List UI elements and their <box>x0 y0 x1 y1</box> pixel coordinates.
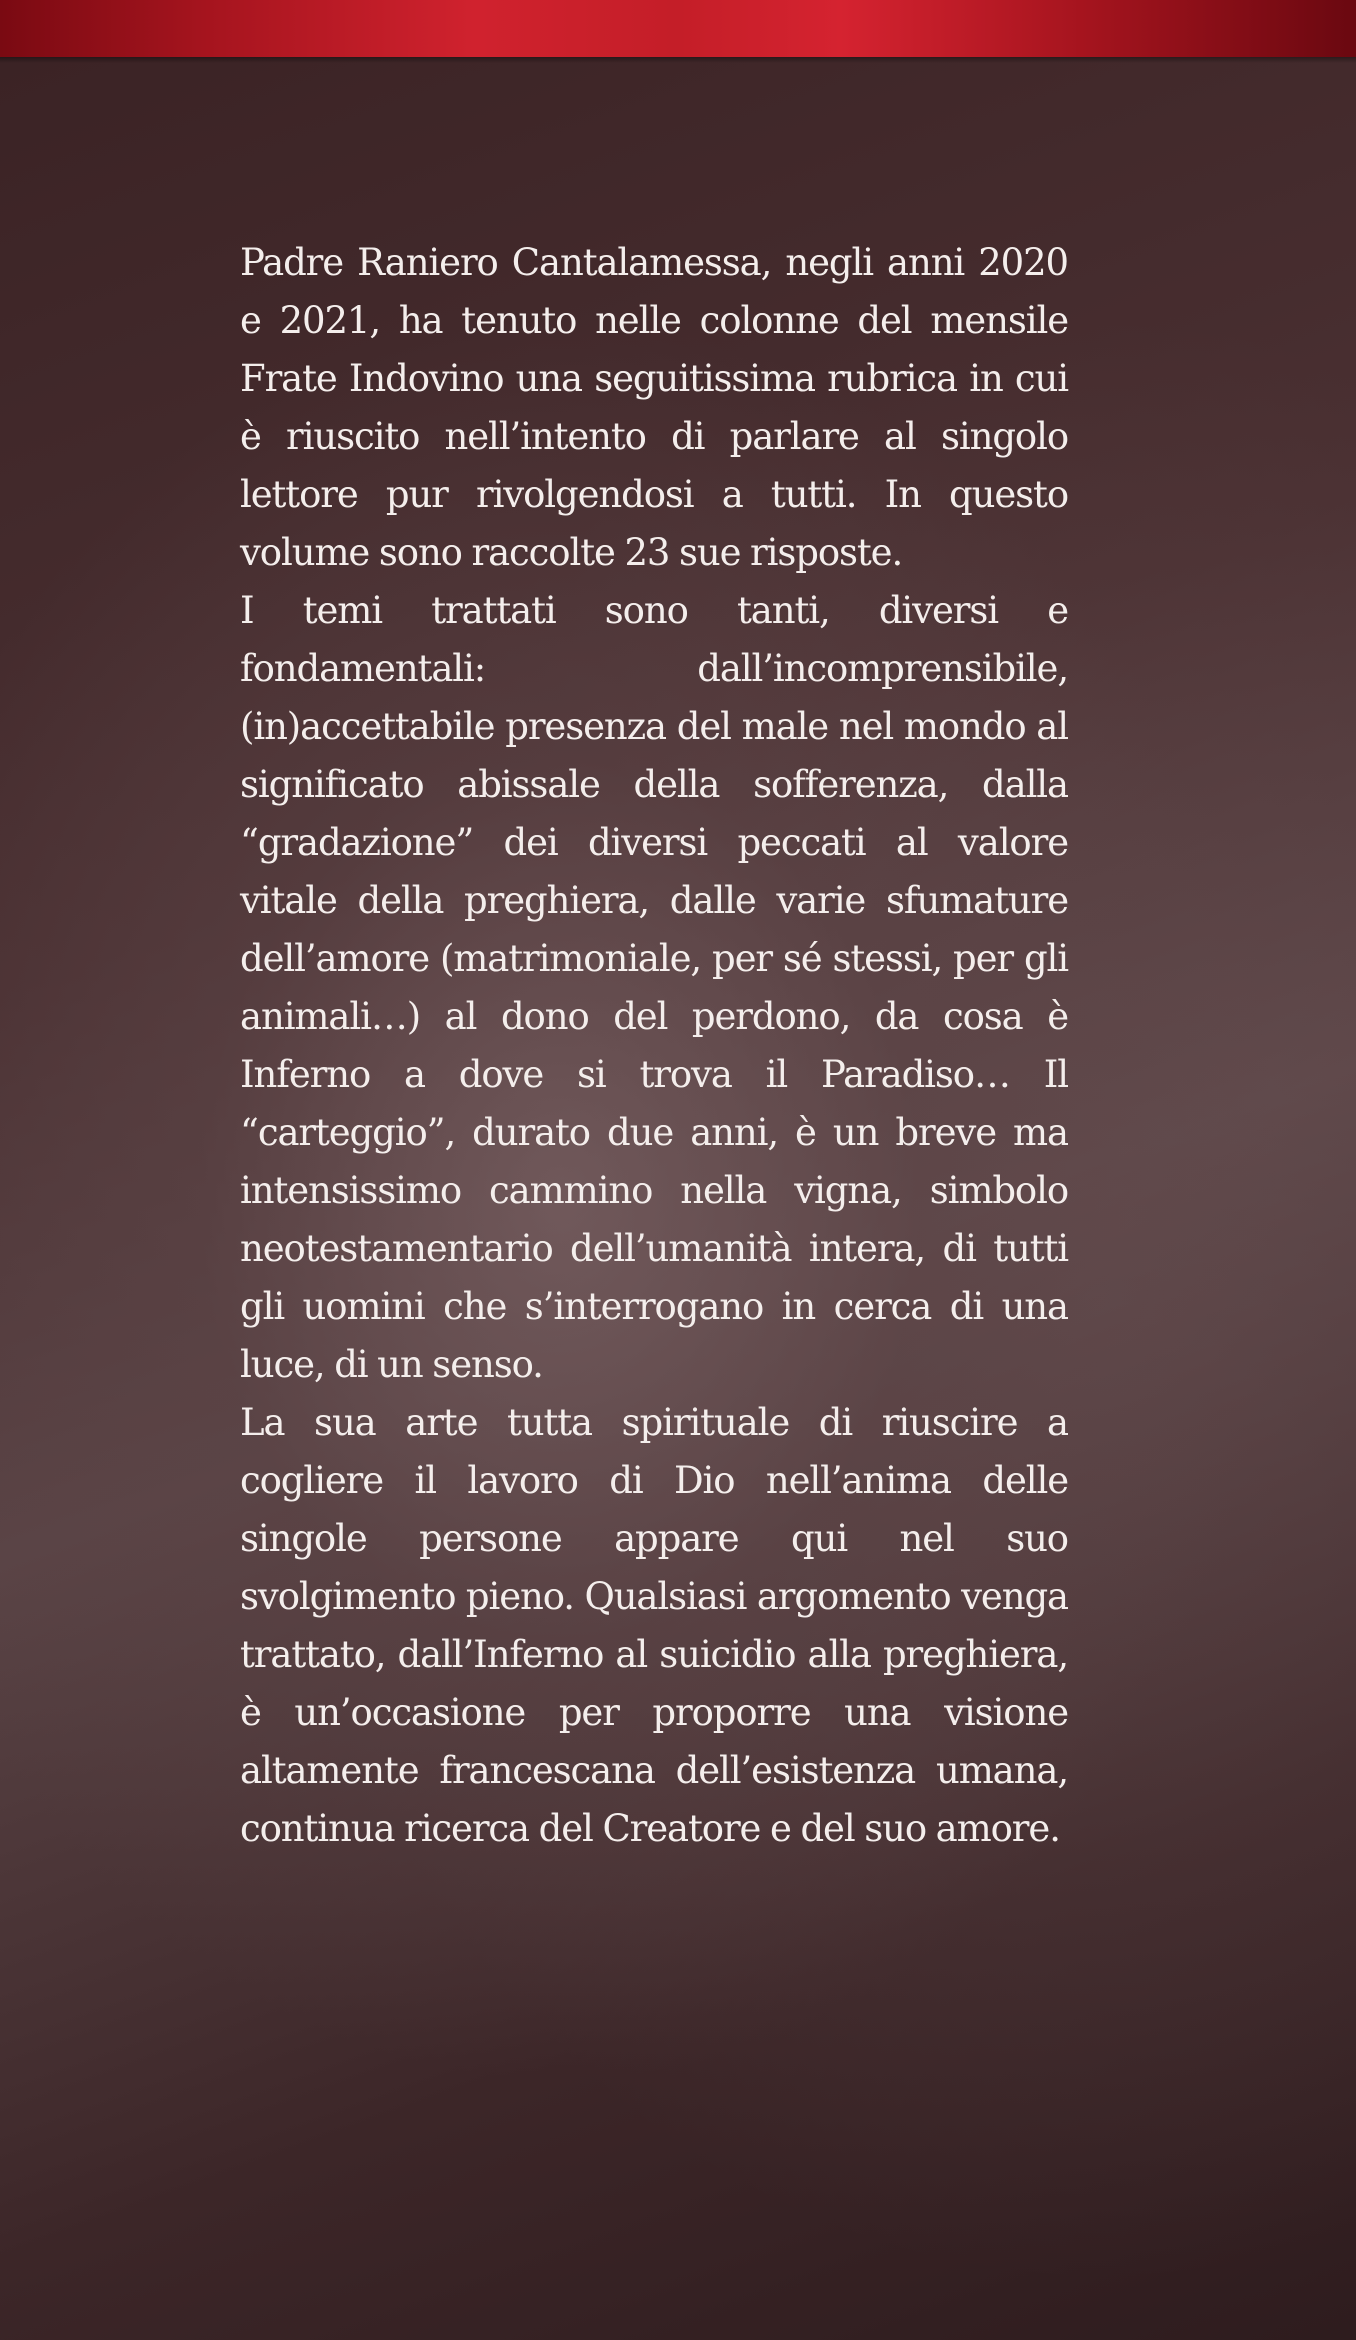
top-red-band <box>0 0 1356 57</box>
top-band-shadow <box>0 57 1356 63</box>
blurb-paragraph-1: Padre Raniero Cantalamessa, negli anni 2020 e 2021, ha tenuto nelle colonne del mensile Frate Indovino una seguitissima rubrica in cui è riuscito nell’intento di parlare al singolo lettore pur rivolgendosi a tutti. In questo volume sono raccolte 23 sue risposte. <box>240 241 1068 574</box>
blurb-paragraph-2: I temi trattati sono tanti, diversi e fondamentali: dall’incomprensibile, (in)accettabile presenza del male nel mondo al significato abissale della sofferenza, dalla “gradazione” dei diversi peccati al valore vitale della preghiera, dalle varie sfumature dell’amore (matrimoniale, per sé stessi, per gli animali…) al dono del perdono, da cosa è Inferno a dove si trova il Paradiso… Il “carteggio”, durato due anni, è un breve ma intensissimo cammino nella vigna, simbolo neotestamentario dell’umanità intera, di tutti gli uomini che s’interrogano in cerca di una luce, di un senso. <box>240 589 1068 1386</box>
blurb-paragraph-3: La sua arte tutta spirituale di riuscire a cogliere il lavoro di Dio nell’anima delle singole persone appare qui nel suo svolgimento pieno. Qualsiasi argomento venga trattato, dall’Inferno al suicidio alla preghiera, è un’occasione per proporre una visione altamente francescana dell’esistenza umana, continua ricerca del Creatore e del suo amore. <box>240 1401 1068 1850</box>
back-cover-blurb <box>240 234 1068 1858</box>
